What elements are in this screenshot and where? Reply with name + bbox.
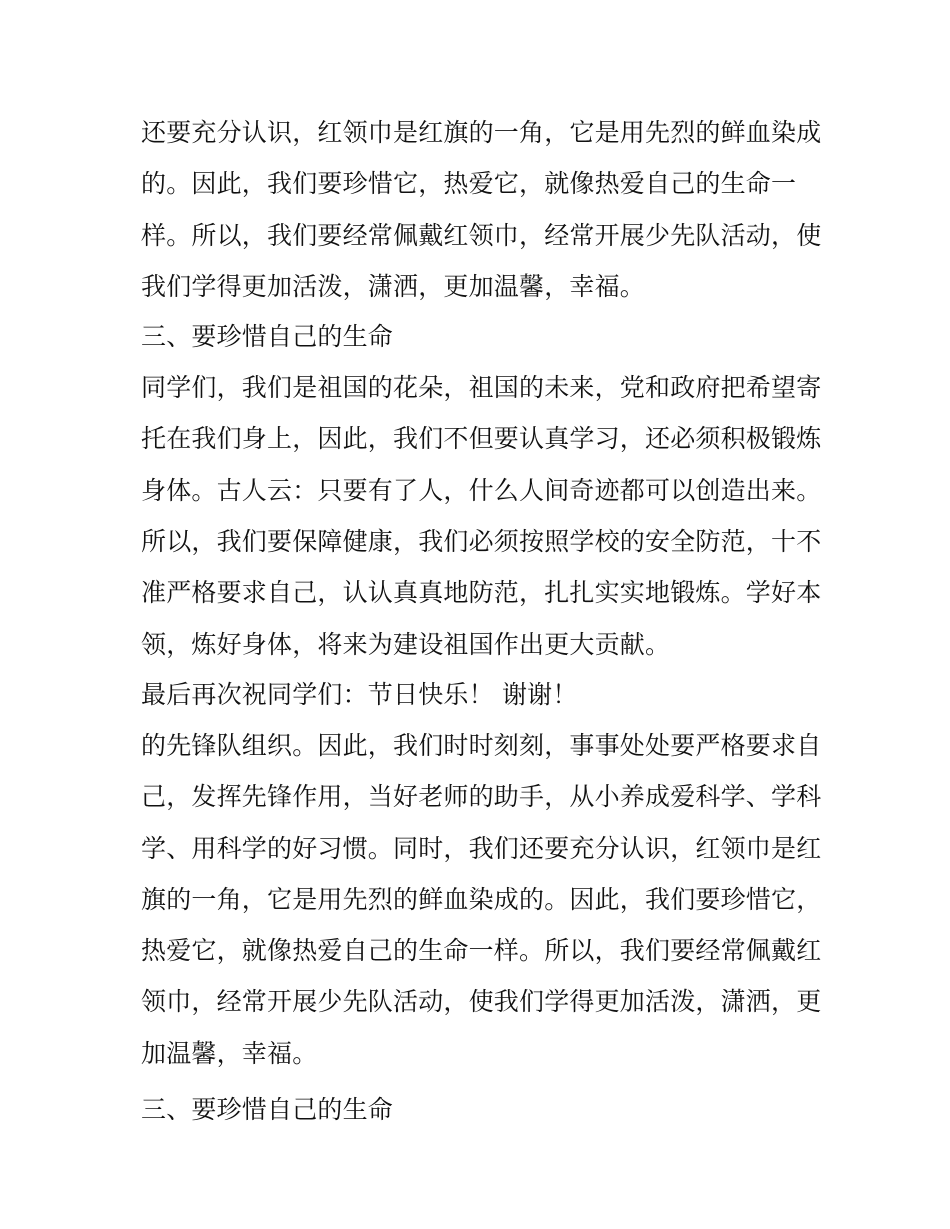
- text-line: 热爱它，就像热爱自己的生命一样。所以，我们要经常佩戴红: [141, 936, 822, 966]
- text-line: 学、用科学的好习惯。同时，我们还要充分认识，红领巾是红: [141, 833, 822, 863]
- section-heading: 三、要珍惜自己的生命: [141, 1095, 394, 1125]
- text-line: 所以，我们要保障健康，我们必须按照学校的安全防范，十不: [141, 527, 822, 557]
- text-line: 旗的一角，它是用先烈的鲜血染成的。因此，我们要珍惜它，: [141, 884, 822, 914]
- text-line: 同学们，我们是祖国的花朵，祖国的未来，党和政府把希望寄: [141, 373, 822, 403]
- text-line: 托在我们身上，因此，我们不但要认真学习，还必须积极锻炼: [141, 424, 822, 454]
- text-line: 领巾，经常开展少先队活动，使我们学得更加活泼，潇洒，更: [141, 987, 822, 1017]
- text-line: 还要充分认识，红领巾是红旗的一角，它是用先烈的鲜血染成: [141, 118, 822, 147]
- document-body: [141, 107, 821, 1135]
- closing-line: 最后再次祝同学们：节日快乐！ 谢谢！: [141, 679, 578, 709]
- text-line: 我们学得更加活泼，潇洒，更加温馨，幸福。: [141, 271, 646, 301]
- section-heading: 三、要珍惜自己的生命: [141, 322, 394, 352]
- text-line: 加温馨，幸福。: [141, 1038, 318, 1068]
- text-line: 样。所以，我们要经常佩戴红领巾，经常开展少先队活动，使: [141, 220, 822, 250]
- text-line: 的。因此，我们要珍惜它，热爱它，就像热爱自己的生命一: [141, 169, 797, 199]
- text-line: 己，发挥先锋作用，当好老师的助手，从小养成爱科学、学科: [141, 782, 822, 812]
- text-line: 的先锋队组织。因此，我们时时刻刻，事事处处要严格要求自: [141, 730, 822, 760]
- text-line: 领，炼好身体，将来为建设祖国作出更大贡献。: [141, 629, 671, 659]
- text-line: 身体。古人云：只要有了人，什么人间奇迹都可以创造出来。: [141, 475, 822, 505]
- text-line: 准严格要求自己，认认真真地防范，扎扎实实地锻炼。学好本: [141, 578, 822, 608]
